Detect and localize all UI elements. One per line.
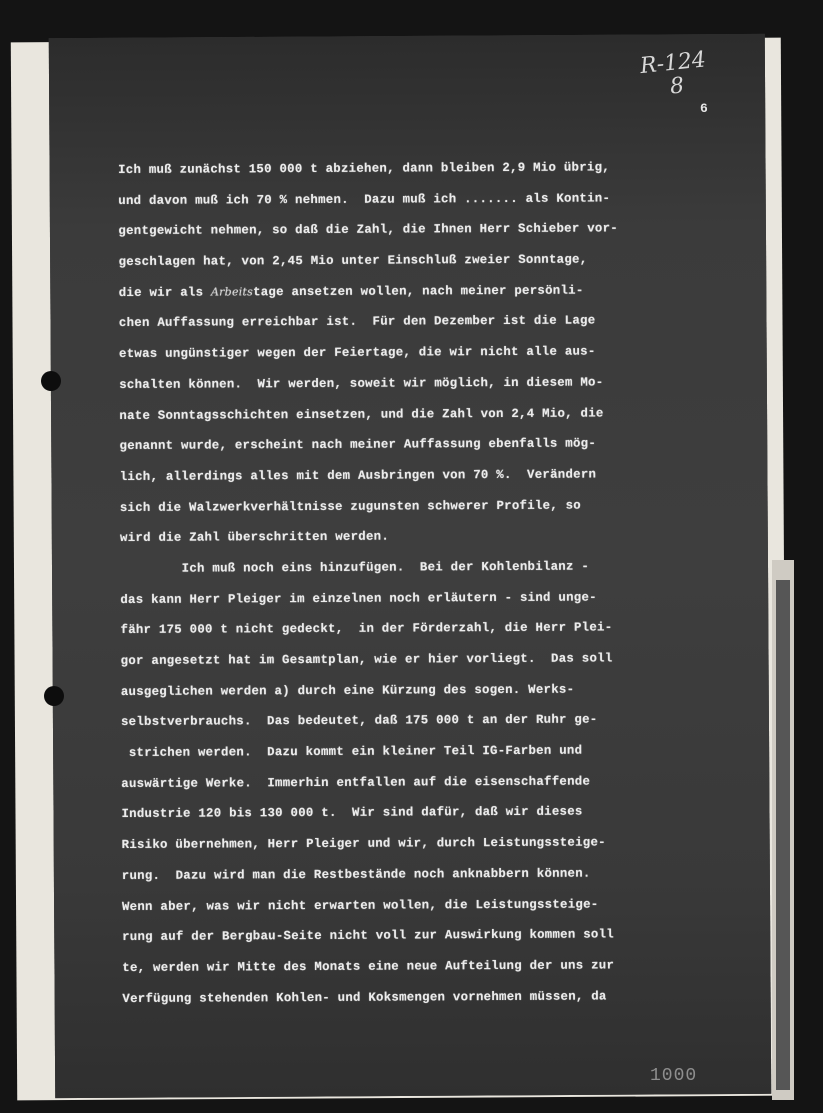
adjacent-sheet-shadow	[776, 580, 790, 1090]
text-line: wird die Zahl überschritten werden.	[119, 529, 390, 546]
typed-text-body	[118, 152, 732, 1014]
folio-stamp-number: 1000	[650, 1066, 698, 1086]
text-line: etwas ungünstiger wegen der Feiertage, die wir nicht alle aus-	[119, 344, 596, 362]
archive-mark-code: R-124	[638, 47, 708, 80]
text-line: rung auf der Bergbau-Seite nicht voll zur Auswirkung kommen soll	[122, 927, 615, 945]
handwritten-archive-mark	[638, 47, 720, 102]
text-line: geschlagen hat, von 2,45 Mio unter Einschluß zweier Sonntage,	[118, 252, 588, 270]
text-line: schalten können. Wir werden, soweit wir möglich, in diesem Mo-	[119, 375, 604, 392]
text-segment: die wir als	[118, 285, 211, 300]
text-line: chen Auffassung erreichbar ist. Für den Dezember ist die Lage	[118, 313, 596, 331]
text-line: das kann Herr Pleiger im einzelnen noch erläutern - sind unge-	[120, 590, 597, 607]
text-line: Verfügung stehenden Kohlen- und Koksmengen vornehmen müssen, da	[122, 989, 607, 1006]
text-line: Ich muß noch eins hinzufügen. Bei der Kohlenbilanz -	[120, 559, 590, 576]
text-line: Risiko übernehmen, Herr Pleiger und wir, durch Leistungssteige-	[121, 835, 606, 853]
text-line: ausgeglichen werden a) durch eine Kürzung des sogen. Werks-	[120, 682, 575, 699]
text-line: gentgewicht nehmen, so daß die Zahl, die Ihnen Herr Schieber vor-	[118, 221, 619, 239]
text-line: und davon muß ich 70 % nehmen. Dazu muß ich ....... als Kontin-	[118, 191, 611, 208]
text-line: Wenn aber, was wir nicht erwarten wollen, die Leistungssteige-	[121, 896, 599, 914]
text-line: Ich muß zunächst 150 000 t abziehen, dann bleiben 2,9 Mio übrig,	[118, 160, 610, 177]
text-line: gor angesetzt hat im Gesamtplan, wie er hier vorliegt. Das soll	[120, 651, 613, 668]
punch-hole-top	[41, 371, 61, 391]
archive-mark-number: 8	[668, 73, 686, 100]
text-line: te, werden wir Mitte des Monats eine neue Aufteilung der uns zur	[122, 958, 615, 975]
punch-hole-bottom	[44, 686, 64, 706]
text-line: selbstverbrauchs. Das bedeutet, daß 175 000 t an der Ruhr ge-	[120, 712, 598, 730]
text-line: genannt wurde, erscheint nach meiner Auffassung ebenfalls mög-	[119, 436, 597, 454]
page-number: 6	[700, 101, 708, 116]
text-line: Industrie 120 bis 130 000 t. Wir sind dafür, daß wir dieses	[121, 805, 583, 822]
handwritten-insertion: Arbeits	[210, 285, 254, 299]
text-line: sich die Walzwerkverhältnisse zugunsten schwerer Profile, so	[119, 498, 582, 515]
text-line: lich, allerdings alles mit dem Ausbringen von 70 %. Verändern	[119, 467, 597, 484]
text-segment: tage ansetzen wollen, nach meiner persönli-	[253, 283, 584, 300]
text-line: nate Sonntagsschichten einsetzen, und die Zahl von 2,4 Mio, die	[119, 405, 604, 423]
text-line: strichen werden. Dazu kommt ein kleiner Teil IG-Farben und	[121, 743, 583, 761]
text-line: rung. Dazu wird man die Restbestände noch anknabbern können.	[121, 866, 591, 883]
text-line: auswärtige Werke. Immerhin entfallen auf die eisenschaffende	[121, 774, 591, 791]
text-line: fähr 175 000 t nicht gedeckt, in der Förderzahl, die Herr Plei-	[120, 620, 613, 638]
text-line-with-handwriting	[119, 275, 729, 309]
